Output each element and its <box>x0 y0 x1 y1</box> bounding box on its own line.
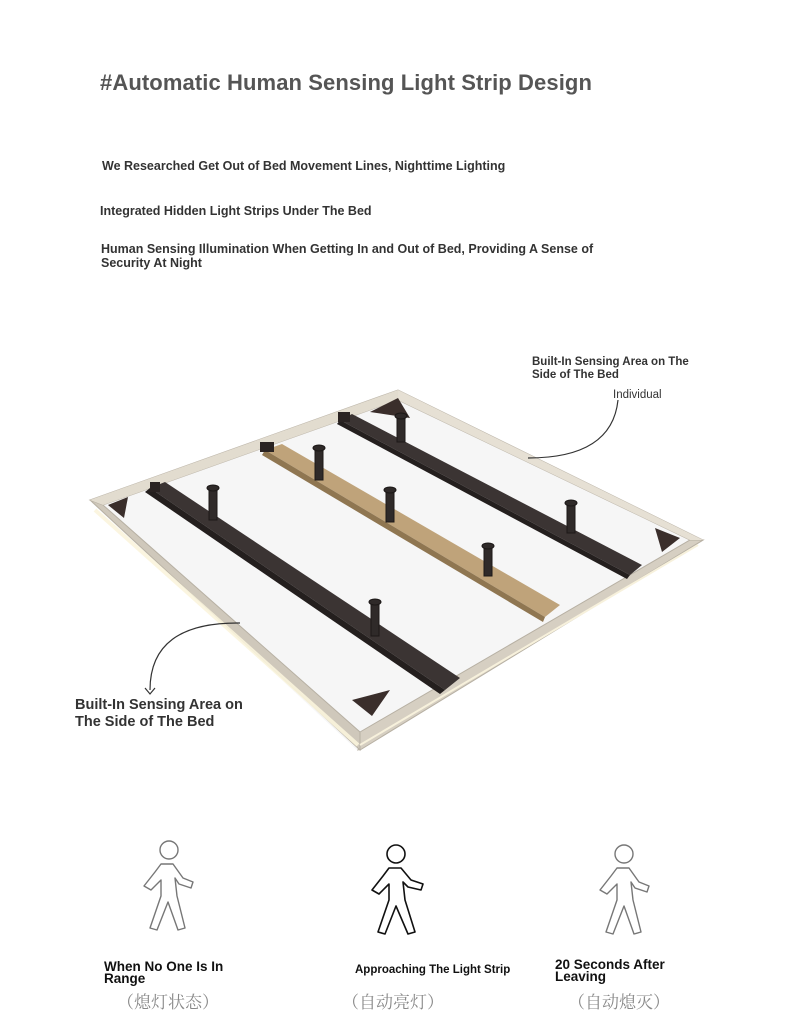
intro-line-sensing: Human Sensing Illumination When Getting In and Out of Bed, Providing A Sense of Security At Night <box>101 242 594 270</box>
callout-sensing-area-top: Built-In Sensing Area on The Side of The Bed <box>532 356 689 381</box>
step-subtitle-auto-off: （自动熄灭） <box>568 993 670 1012</box>
callout-individual: Individual <box>613 389 662 401</box>
callout-line-left <box>150 623 240 690</box>
intro-line-movement: We Researched Get Out of Bed Movement Lines, Nighttime Lighting <box>102 159 506 173</box>
walking-person-icon <box>365 842 431 938</box>
walking-person-icon <box>135 838 201 934</box>
intro-line-hidden-strips: Integrated Hidden Light Strips Under The Bed <box>100 204 372 218</box>
page-headline: #Automatic Human Sensing Light Strip Design <box>100 70 593 95</box>
walking-person-icon <box>592 842 658 938</box>
step-subtitle-lights-off: （熄灯状态） <box>117 993 219 1012</box>
callout-sensing-area-left: Built-In Sensing Area on The Side of The Bed <box>75 697 243 730</box>
callout-line-top <box>528 400 618 458</box>
step-title-after-leaving: 20 Seconds After Leaving <box>555 957 665 984</box>
step-title-approaching: Approaching The Light Strip <box>355 964 511 976</box>
step-subtitle-auto-on: （自动亮灯） <box>342 993 444 1012</box>
step-title-no-one: When No One Is In Range <box>104 959 224 986</box>
